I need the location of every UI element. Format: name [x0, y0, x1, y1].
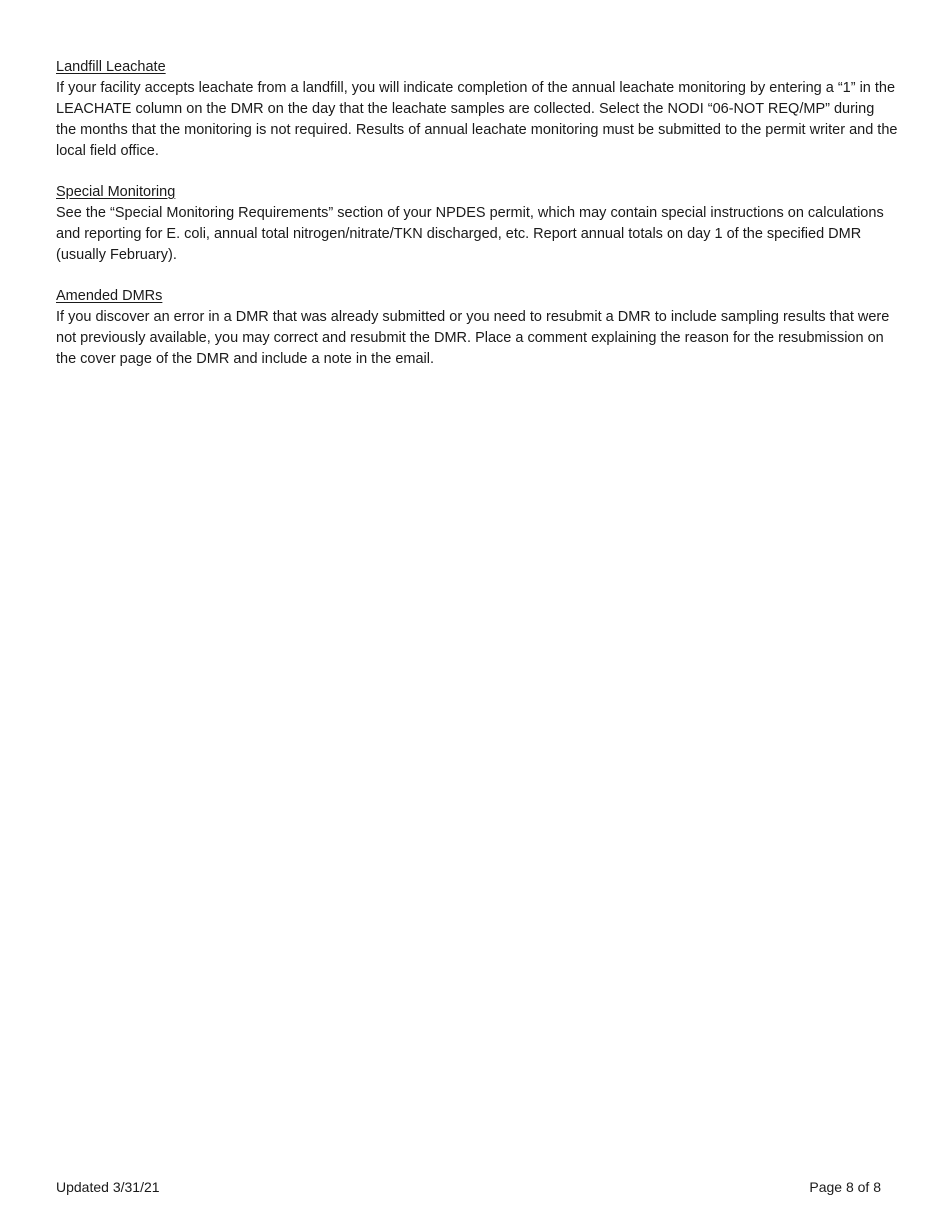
section-paragraph: If you discover an error in a DMR that was already submitted or you need to resubmit a DMR to include sampling results that were not previously available, you may correct and resubmit the DMR. Place a comment explaining the reason for the resubmission on the cover page of the DMR and include a note in the email. — [56, 309, 890, 367]
section-special-monitoring — [56, 182, 898, 266]
section-amended-dmrs — [56, 286, 898, 370]
page-footer — [56, 1177, 881, 1197]
page-number: Page 8 of 8 — [809, 1179, 881, 1195]
section-landfill-leachate — [56, 57, 898, 162]
section-paragraph: See the “Special Monitoring Requirements” section of your NPDES permit, which may contain special instructions on calculations and reporting for E. coli, annual total nitrogen/nitrate/TKN discharged, etc. Report annual totals on day 1 of the specified DMR (usually February). — [56, 205, 884, 263]
section-heading: Amended DMRs — [56, 288, 163, 304]
section-heading: Special Monitoring — [56, 184, 176, 200]
document-body — [56, 57, 898, 390]
section-heading: Landfill Leachate — [56, 59, 166, 75]
section-paragraph: If your facility accepts leachate from a landfill, you will indicate completion of the annual leachate monitoring by entering a “1” in the LEACHATE column on the DMR on the day that the leachate samples are collected. Select the NODI “06-NOT REQ/MP” during the months that the monitoring is not required. Results of annual leachate monitoring must be submitted to the permit writer and the local field office. — [56, 80, 898, 159]
updated-date: Updated 3/31/21 — [56, 1179, 160, 1195]
